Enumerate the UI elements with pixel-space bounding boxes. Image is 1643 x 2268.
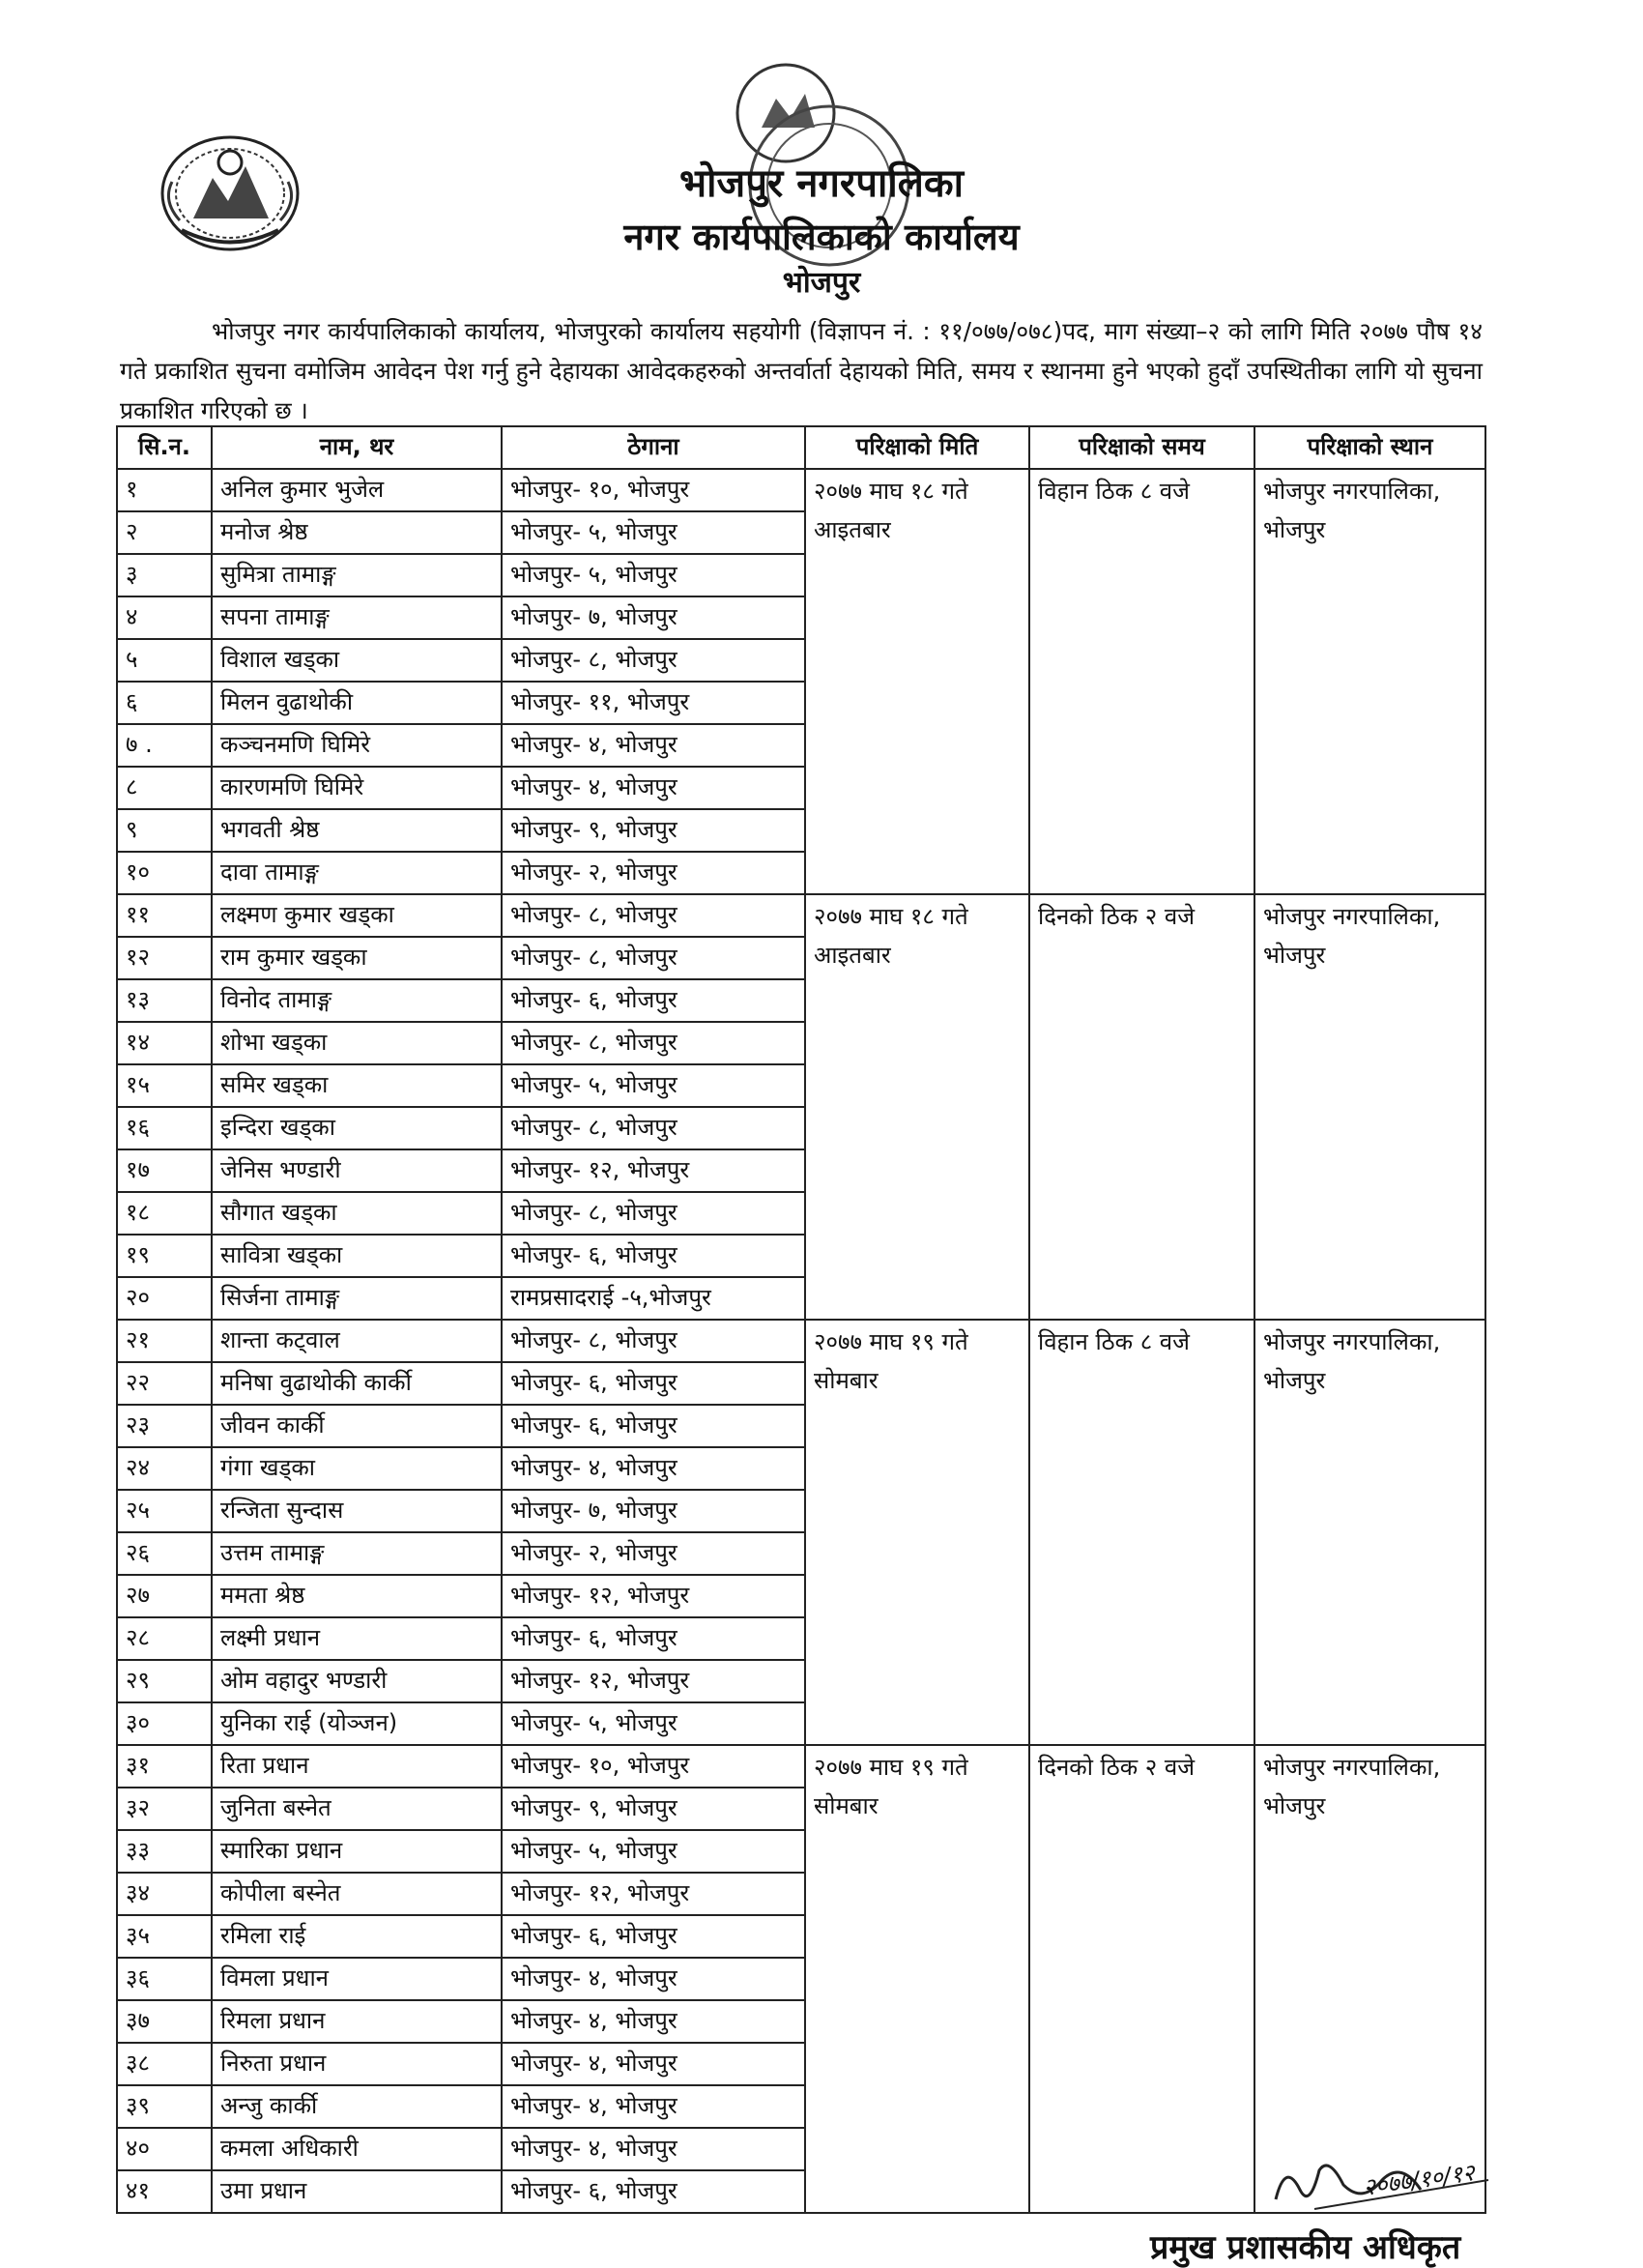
- serial-cell: ३३: [117, 1830, 212, 1873]
- exam-time-cell: दिनको ठिक २ वजे: [1029, 894, 1254, 1320]
- exam-venue-cell: भोजपुर नगरपालिका, भोजपुर: [1254, 1320, 1485, 1745]
- table-body: [117, 469, 1485, 2213]
- name-cell: कोपीला बस्नेत: [212, 1873, 502, 1915]
- table-header-row: [117, 426, 1485, 469]
- serial-cell: ५: [117, 639, 212, 682]
- serial-cell: ३१: [117, 1745, 212, 1788]
- serial-cell: ३५: [117, 1915, 212, 1958]
- address-cell: भोजपुर- १२, भोजपुर: [502, 1575, 805, 1617]
- serial-cell: २६: [117, 1532, 212, 1575]
- name-cell: उमा प्रधान: [212, 2170, 502, 2213]
- serial-cell: २०: [117, 1277, 212, 1320]
- address-cell: भोजपुर- ४, भोजपुर: [502, 1447, 805, 1490]
- serial-cell: २१: [117, 1320, 212, 1362]
- table-row: [117, 894, 1485, 937]
- address-cell: भोजपुर- १२, भोजपुर: [502, 1660, 805, 1702]
- serial-cell: १८: [117, 1192, 212, 1235]
- address-cell: भोजपुर- ५, भोजपुर: [502, 1830, 805, 1873]
- address-cell: भोजपुर- ८, भोजपुर: [502, 1022, 805, 1064]
- address-cell: भोजपुर- ९, भोजपुर: [502, 1788, 805, 1830]
- serial-cell: ३४: [117, 1873, 212, 1915]
- address-cell: भोजपुर- ४, भोजपुर: [502, 2128, 805, 2170]
- address-cell: भोजपुर- १०, भोजपुर: [502, 1745, 805, 1788]
- serial-cell: १९: [117, 1235, 212, 1277]
- name-cell: जीवन कार्की: [212, 1405, 502, 1447]
- serial-cell: १४: [117, 1022, 212, 1064]
- address-cell: भोजपुर- ८, भोजपुर: [502, 1320, 805, 1362]
- address-cell: भोजपुर- ४, भोजपुर: [502, 2000, 805, 2043]
- header-exam-time: परिक्षाको समय: [1029, 426, 1254, 469]
- name-cell: मिलन वुढाथोकी: [212, 682, 502, 724]
- address-cell: भोजपुर- ८, भोजपुर: [502, 1192, 805, 1235]
- serial-cell: १०: [117, 852, 212, 894]
- address-cell: भोजपुर- ६, भोजपुर: [502, 2170, 805, 2213]
- address-cell: भोजपुर- ६, भोजपुर: [502, 1915, 805, 1958]
- table-row: [117, 469, 1485, 511]
- name-cell: समिर खड्का: [212, 1064, 502, 1107]
- name-cell: सपना तामाङ्ग: [212, 596, 502, 639]
- name-cell: इन्दिरा खड्का: [212, 1107, 502, 1149]
- serial-cell: २२: [117, 1362, 212, 1405]
- address-cell: भोजपुर- ४, भोजपुर: [502, 2043, 805, 2085]
- address-cell: भोजपुर- ४, भोजपुर: [502, 767, 805, 809]
- header-name: नाम, थर: [212, 426, 502, 469]
- table-row: [117, 1320, 1485, 1362]
- serial-cell: ३२: [117, 1788, 212, 1830]
- serial-cell: २८: [117, 1617, 212, 1660]
- serial-cell: ३९: [117, 2085, 212, 2128]
- signatory-title: प्रमुख प्रशासकीय अधिकृत: [1150, 2228, 1461, 2267]
- address-cell: भोजपुर- ८, भोजपुर: [502, 937, 805, 979]
- address-cell: भोजपुर- २, भोजपुर: [502, 852, 805, 894]
- name-cell: रिता प्रधान: [212, 1745, 502, 1788]
- name-cell: अनिल कुमार भुजेल: [212, 469, 502, 511]
- exam-time-cell: दिनको ठिक २ वजे: [1029, 1745, 1254, 2213]
- name-cell: विनोद तामाङ्ग: [212, 979, 502, 1022]
- serial-cell: १५: [117, 1064, 212, 1107]
- office-name: नगर कार्यपालिकाको कार्यालय: [623, 216, 1020, 258]
- name-cell: कञ्चनमणि घिमिरे: [212, 724, 502, 767]
- serial-cell: ७ .: [117, 724, 212, 767]
- name-cell: शोभा खड्का: [212, 1022, 502, 1064]
- address-cell: भोजपुर- ६, भोजपुर: [502, 979, 805, 1022]
- name-cell: ओम वहादुर भण्डारी: [212, 1660, 502, 1702]
- serial-cell: २९: [117, 1660, 212, 1702]
- exam-venue-cell: भोजपुर नगरपालिका, भोजपुर: [1254, 894, 1485, 1320]
- address-cell: भोजपुर- ५, भोजपुर: [502, 1064, 805, 1107]
- serial-cell: ३८: [117, 2043, 212, 2085]
- address-cell: भोजपुर- ८, भोजपुर: [502, 639, 805, 682]
- serial-cell: ३: [117, 554, 212, 596]
- name-cell: स्मारिका प्रधान: [212, 1830, 502, 1873]
- exam-venue-cell: भोजपुर नगरपालिका, भोजपुर: [1254, 469, 1485, 894]
- address-cell: रामप्रसादराई -५,भोजपुर: [502, 1277, 805, 1320]
- serial-cell: ४०: [117, 2128, 212, 2170]
- name-cell: लक्ष्मी प्रधान: [212, 1617, 502, 1660]
- name-cell: जेनिस भण्डारी: [212, 1149, 502, 1192]
- serial-cell: ३०: [117, 1702, 212, 1745]
- serial-cell: २४: [117, 1447, 212, 1490]
- name-cell: मनिषा वुढाथोकी कार्की: [212, 1362, 502, 1405]
- serial-cell: ८: [117, 767, 212, 809]
- header-address: ठेगाना: [502, 426, 805, 469]
- address-cell: भोजपुर- ४, भोजपुर: [502, 1958, 805, 2000]
- name-cell: कारणमणि घिमिरे: [212, 767, 502, 809]
- serial-cell: २३: [117, 1405, 212, 1447]
- name-cell: कमला अधिकारी: [212, 2128, 502, 2170]
- serial-cell: ३७: [117, 2000, 212, 2043]
- header-serial: सि.न.: [117, 426, 212, 469]
- name-cell: सौगात खड्का: [212, 1192, 502, 1235]
- serial-cell: ६: [117, 682, 212, 724]
- serial-cell: ९: [117, 809, 212, 852]
- address-cell: भोजपुर- ५, भोजपुर: [502, 554, 805, 596]
- address-cell: भोजपुर- १२, भोजपुर: [502, 1873, 805, 1915]
- exam-date-cell: २०७७ माघ १८ गते आइतबार: [805, 469, 1029, 894]
- serial-cell: ३६: [117, 1958, 212, 2000]
- name-cell: भगवती श्रेष्ठ: [212, 809, 502, 852]
- header-exam-venue: परिक्षाको स्थान: [1254, 426, 1485, 469]
- address-cell: भोजपुर- ४, भोजपुर: [502, 2085, 805, 2128]
- name-cell: रिमला प्रधान: [212, 2000, 502, 2043]
- notice-paragraph: [120, 311, 1483, 430]
- address-cell: भोजपुर- ८, भोजपुर: [502, 1107, 805, 1149]
- name-cell: मनोज श्रेष्ठ: [212, 511, 502, 554]
- serial-cell: ४१: [117, 2170, 212, 2213]
- address-cell: भोजपुर- ५, भोजपुर: [502, 511, 805, 554]
- name-cell: रन्जिता सुन्दास: [212, 1490, 502, 1532]
- serial-cell: १: [117, 469, 212, 511]
- address-cell: भोजपुर- ११, भोजपुर: [502, 682, 805, 724]
- serial-cell: २: [117, 511, 212, 554]
- address-cell: भोजपुर- ६, भोजपुर: [502, 1617, 805, 1660]
- exam-date-cell: २०७७ माघ १९ गते सोमबार: [805, 1320, 1029, 1745]
- address-cell: भोजपुर- ४, भोजपुर: [502, 724, 805, 767]
- name-cell: दावा तामाङ्ग: [212, 852, 502, 894]
- name-cell: उत्तम तामाङ्ग: [212, 1532, 502, 1575]
- name-cell: लक्ष्मण कुमार खड्का: [212, 894, 502, 937]
- name-cell: निरुता प्रधान: [212, 2043, 502, 2085]
- address-cell: भोजपुर- ८, भोजपुर: [502, 894, 805, 937]
- interview-schedule-table: [116, 425, 1486, 2214]
- name-cell: शान्ता कट्वाल: [212, 1320, 502, 1362]
- name-cell: अन्जु कार्की: [212, 2085, 502, 2128]
- serial-cell: २५: [117, 1490, 212, 1532]
- name-cell: गंगा खड्का: [212, 1447, 502, 1490]
- serial-cell: ११: [117, 894, 212, 937]
- address-cell: भोजपुर- १०, भोजपुर: [502, 469, 805, 511]
- notice-text: भोजपुर नगर कार्यपालिकाको कार्यालय, भोजपुरको कार्यालय सहयोगी (विज्ञापन नं. : ११/०७७/०७८)पद, माग संख्या–२ को लागि मिति २०७७ पौष १४ गते प्रकाशित सुचना वमोजिम आवेदन पेश गर्नु हुने देहायका आवेदकहरुको अन्तर्वार्ता देहायको मिति, समय र स्थानमा हुने भएको हुदाँ उपस्थितीका लागि यो सुचना प्रकाशित गरिएको छ ।: [120, 317, 1483, 424]
- address-cell: भोजपुर- ९, भोजपुर: [502, 809, 805, 852]
- address-cell: भोजपुर- ७, भोजपुर: [502, 596, 805, 639]
- serial-cell: १७: [117, 1149, 212, 1192]
- serial-cell: १२: [117, 937, 212, 979]
- exam-time-cell: विहान ठिक ८ वजे: [1029, 469, 1254, 894]
- exam-date-cell: २०७७ माघ १९ गते सोमबार: [805, 1745, 1029, 2213]
- name-cell: सुमित्रा तामाङ्ग: [212, 554, 502, 596]
- address-cell: भोजपुर- २, भोजपुर: [502, 1532, 805, 1575]
- serial-cell: ४: [117, 596, 212, 639]
- exam-date-cell: २०७७ माघ १८ गते आइतबार: [805, 894, 1029, 1320]
- name-cell: विमला प्रधान: [212, 1958, 502, 2000]
- exam-venue-cell: भोजपुर नगरपालिका, भोजपुर: [1254, 1745, 1485, 2213]
- address-cell: भोजपुर- १२, भोजपुर: [502, 1149, 805, 1192]
- name-cell: युनिका राई (योञ्जन): [212, 1702, 502, 1745]
- name-cell: विशाल खड्का: [212, 639, 502, 682]
- serial-cell: १६: [117, 1107, 212, 1149]
- serial-cell: २७: [117, 1575, 212, 1617]
- exam-time-cell: विहान ठिक ८ वजे: [1029, 1320, 1254, 1745]
- address-cell: भोजपुर- ६, भोजपुर: [502, 1235, 805, 1277]
- name-cell: सावित्रा खड्का: [212, 1235, 502, 1277]
- serial-cell: १३: [117, 979, 212, 1022]
- table-row: [117, 1745, 1485, 1788]
- name-cell: सिर्जना तामाङ्ग: [212, 1277, 502, 1320]
- address-cell: भोजपुर- ६, भोजपुर: [502, 1405, 805, 1447]
- municipality-name: भोजपुर नगरपालिका: [679, 161, 964, 206]
- address-cell: भोजपुर- ७, भोजपुर: [502, 1490, 805, 1532]
- name-cell: रमिला राई: [212, 1915, 502, 1958]
- name-cell: राम कुमार खड्का: [212, 937, 502, 979]
- office-place: भोजपुर: [782, 266, 861, 300]
- name-cell: जुनिता बस्नेत: [212, 1788, 502, 1830]
- address-cell: भोजपुर- ६, भोजपुर: [502, 1362, 805, 1405]
- address-cell: भोजपुर- ५, भोजपुर: [502, 1702, 805, 1745]
- name-cell: ममता श्रेष्ठ: [212, 1575, 502, 1617]
- signature-date: २०७७/१०/१२: [1361, 2159, 1477, 2201]
- header-exam-date: परिक्षाको मिति: [805, 426, 1029, 469]
